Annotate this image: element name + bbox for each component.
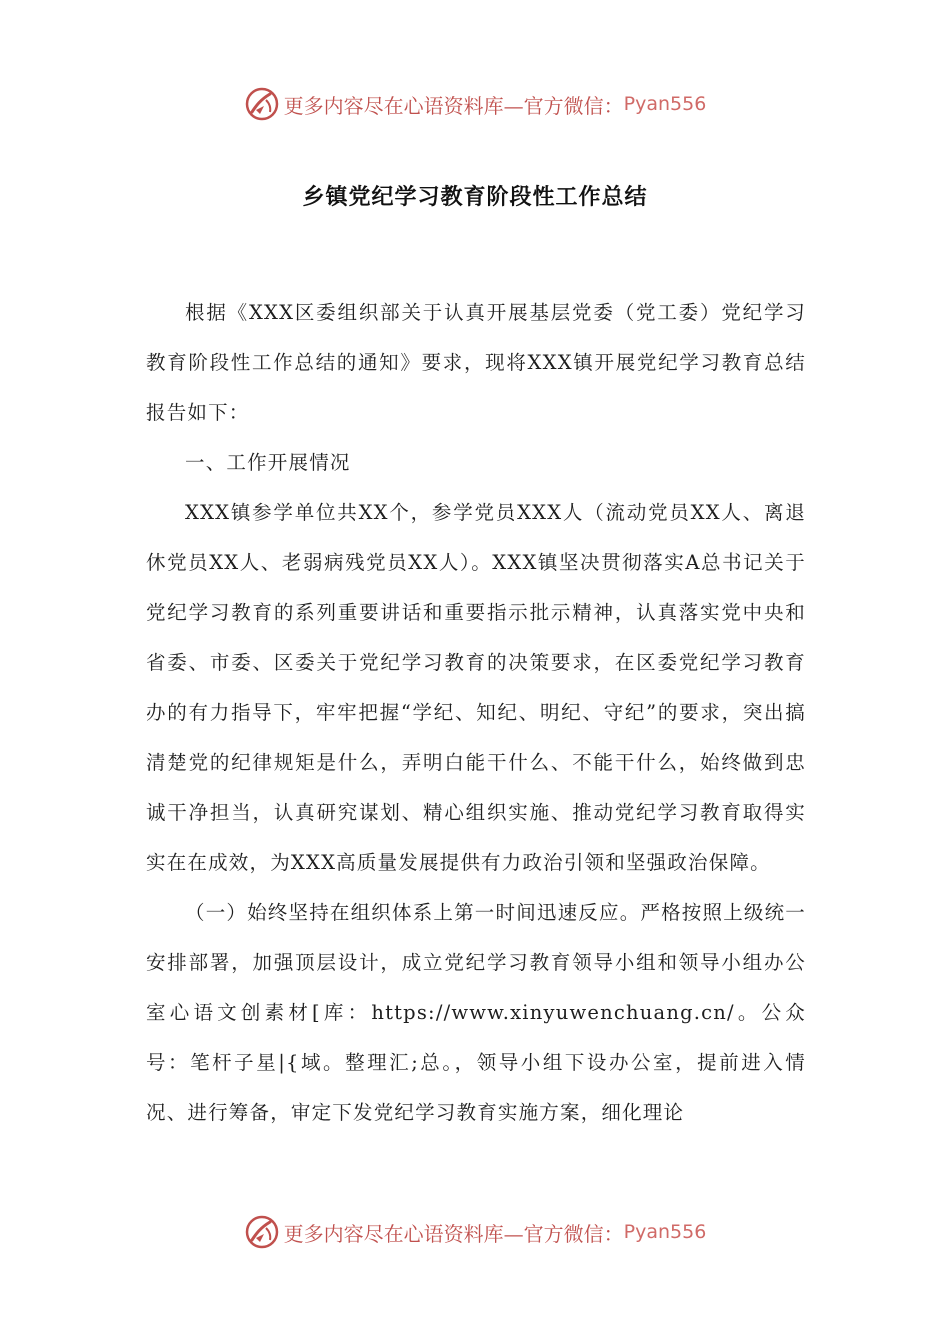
paragraph-overview: XXX镇参学单位共XX个，参学党员XXX人（流动党员XX人、离退休党员XX人、老弱病残党员XX人）。XXX镇坚决贯彻落实A总书记关于党纪学习教育的系列重要讲话和重要指示批示精神，认真落实党中央和省委、市委、区委关于党纪学习教育的决策要求，在区委党纪学习教育办的有力指导下，牢牢把握“学纪、知纪、明纪、守纪”的要求，突出搞清楚党的纪律规矩是什么，弄明白能干什么、不能干什么，始终做到忠诚干净担当，认真研究谋划、精心组织实施、推动党纪学习教育取得实实在在成效，为XXX高质量发展提供有力政治引领和坚强政治保障。: [146, 501, 806, 874]
document-title: 乡镇党纪学习教育阶段性工作总结: [302, 185, 648, 210]
pen-logo-icon: [244, 86, 280, 122]
banner-text: 更多内容尽在心语资料库—官方微信：: [283, 93, 624, 118]
paragraph-organization: （一）始终坚持在组织体系上第一时间迅速反应。严格按照上级统一安排部署，加强顶层设计，成立党纪学习教育领导小组和领导小组办公室心语文创素材[库：https://www.xinyuwenchuang.cn/。公众号：笔杆子星|{域。整理汇;总。，领导小组下设办公室，提前进入情况、进行筹备，审定下发党纪学习教育实施方案，细化理论: [146, 901, 807, 1124]
paragraph-intro: 根据《XXX区委组织部关于认真开展基层党委（党工委）党纪学习教育阶段性工作总结的通知》要求，现将XXX镇开展党纪学习教育总结报告如下：: [146, 301, 806, 424]
banner-wechat-id: Pyan556: [623, 93, 707, 115]
section-heading: 一、工作开展情况: [185, 451, 351, 474]
banner-wechat-id: Pyan556: [623, 1221, 707, 1243]
header-watermark-banner: [0, 84, 950, 124]
banner-text: 更多内容尽在心语资料库—官方微信：: [283, 1221, 624, 1246]
document-body: [146, 288, 806, 1138]
footer-watermark-banner: [0, 1212, 950, 1252]
pen-logo-icon: [244, 1214, 280, 1250]
